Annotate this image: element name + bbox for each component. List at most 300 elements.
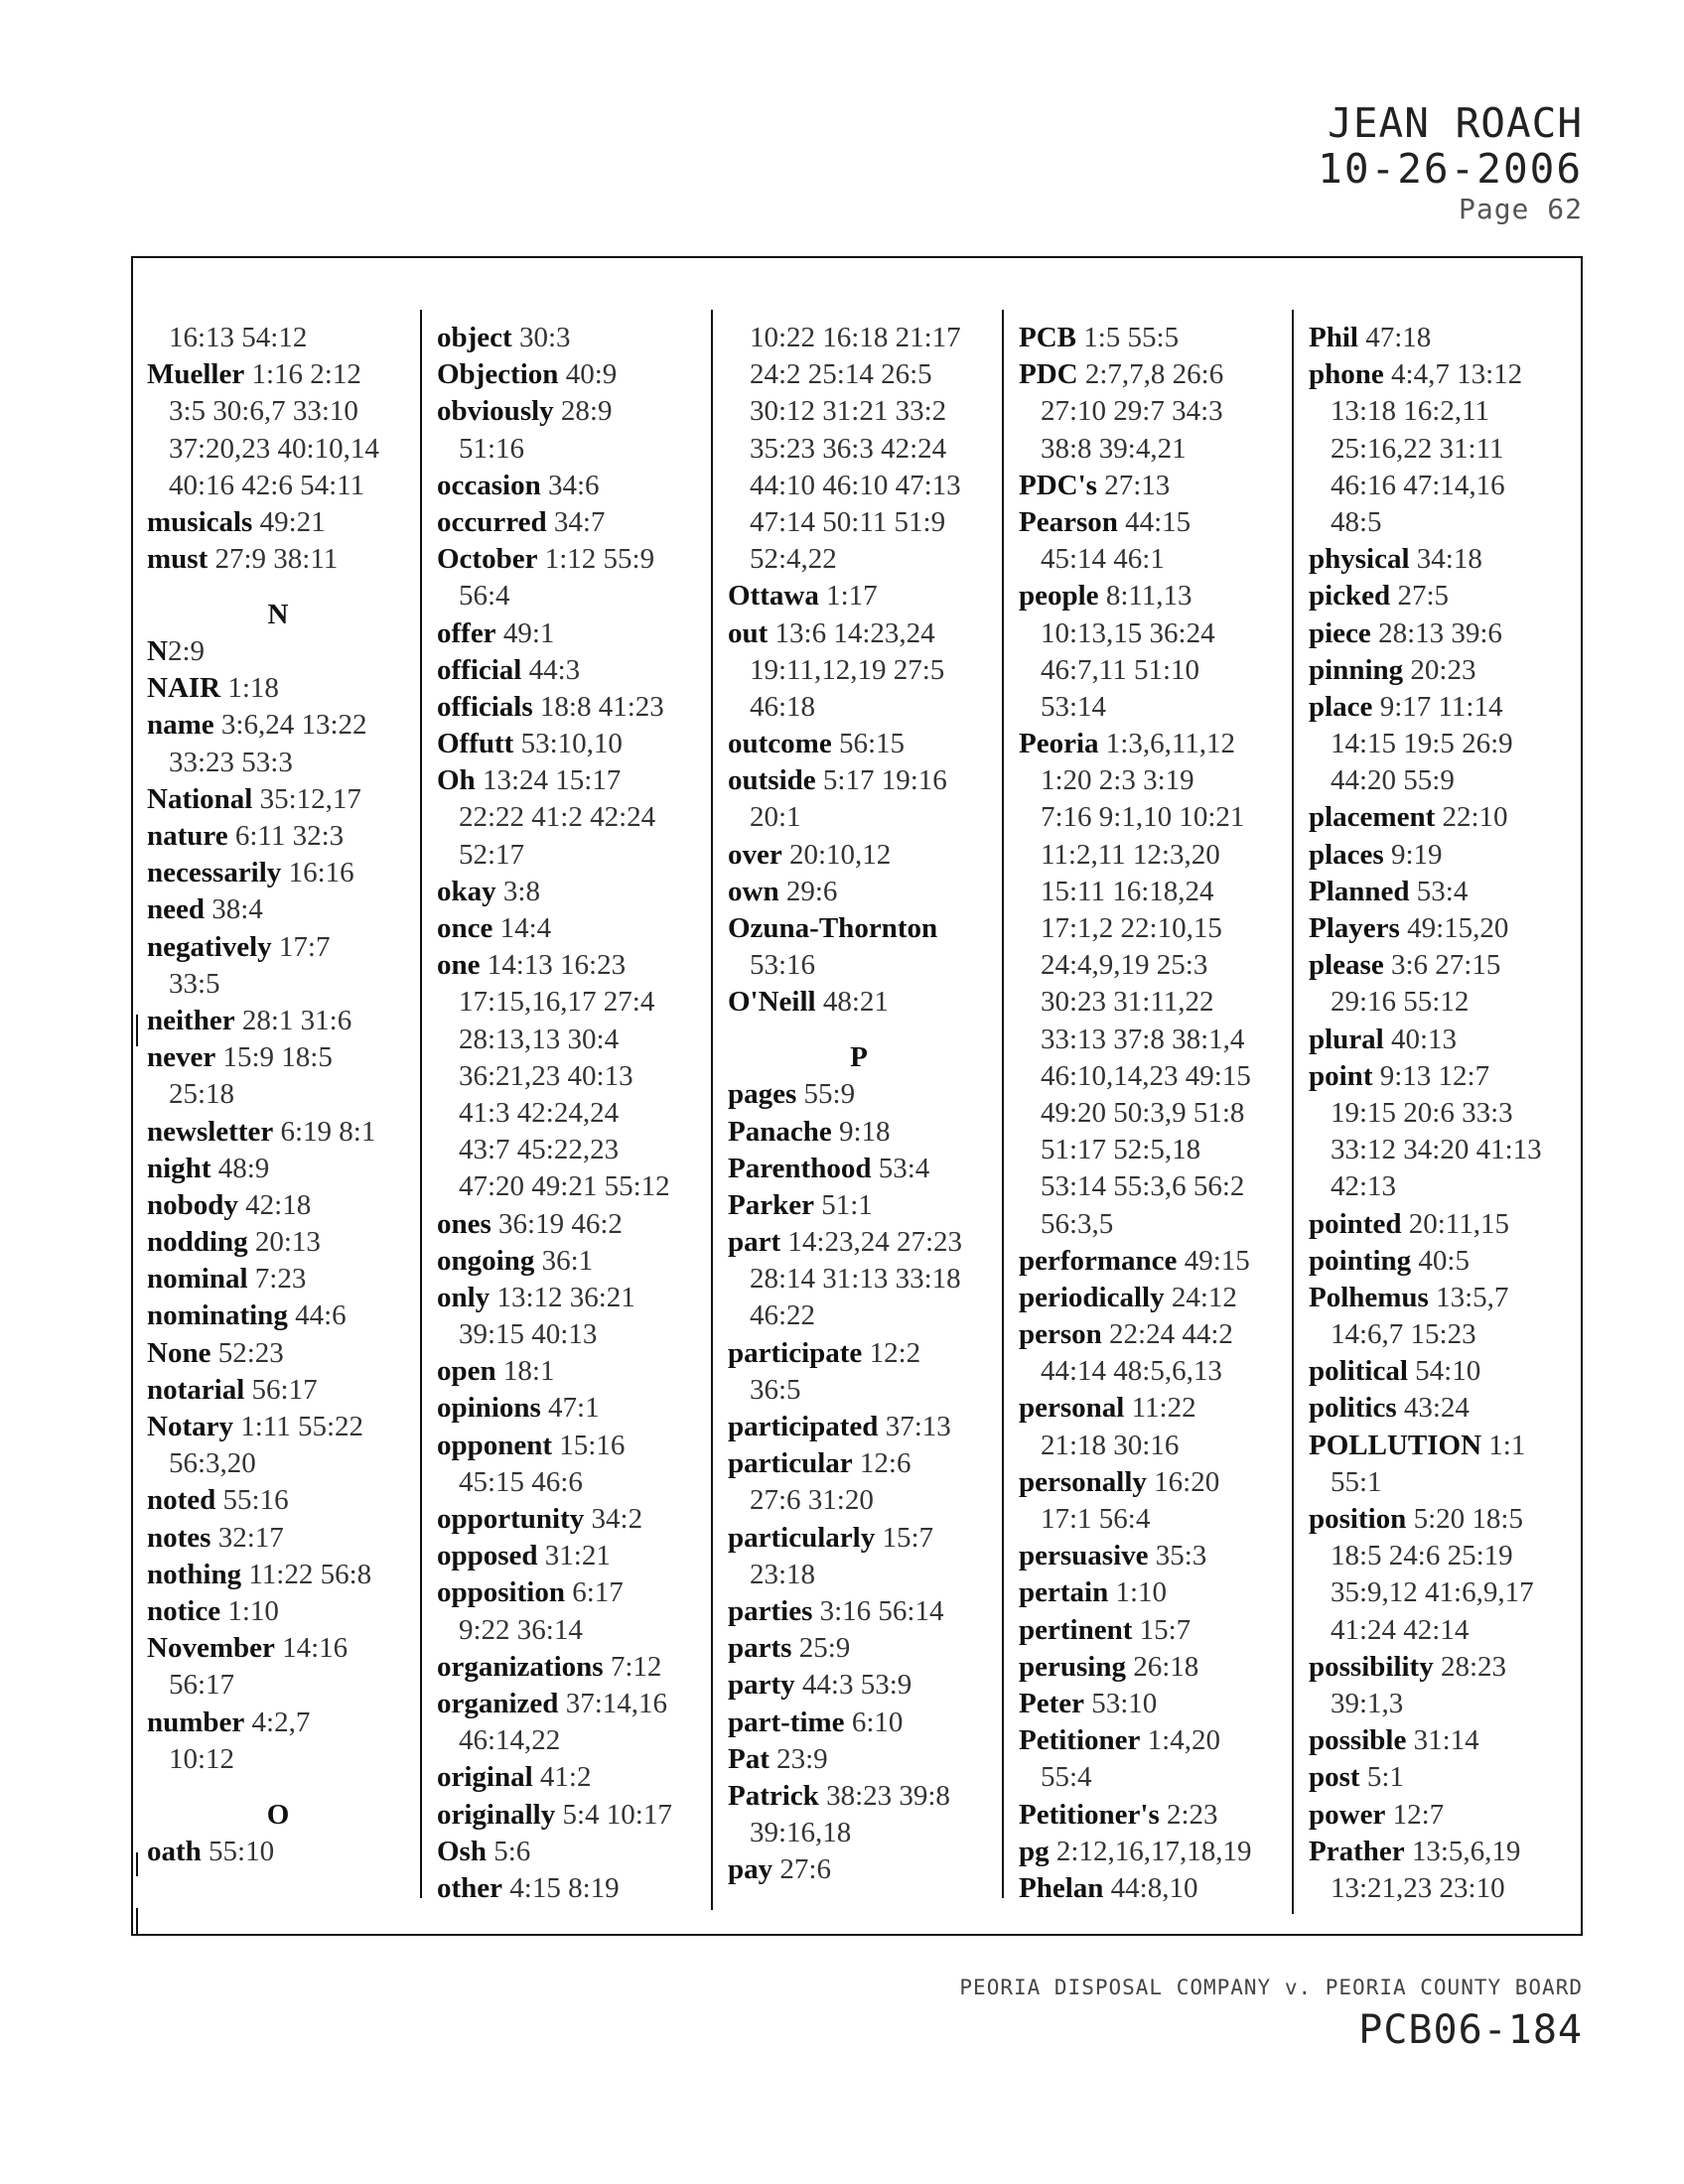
index-term: Players — [1309, 912, 1400, 944]
page-line-refs: 27:6 — [779, 1853, 831, 1886]
index-continuation — [1019, 1428, 1251, 1464]
page-line-refs: 14:15 19:5 26:9 — [1331, 728, 1513, 760]
page-line-refs: 44:8,10 — [1110, 1871, 1198, 1904]
index-entry — [1019, 1686, 1251, 1722]
page-line-refs: 16:13 54:12 — [169, 322, 308, 353]
page-line-refs: 25:9 — [798, 1632, 851, 1665]
page-line-refs: 20:11,15 — [1408, 1207, 1509, 1240]
index-term: picked — [1309, 580, 1391, 613]
index-entry — [1309, 1649, 1542, 1686]
index-entry — [437, 1686, 672, 1722]
index-continuation — [1019, 1501, 1251, 1538]
index-entry — [437, 1797, 672, 1834]
page-line-refs: 1:10 — [1115, 1576, 1168, 1609]
index-entry — [147, 891, 409, 928]
page-line-refs: 17:1 56:4 — [1041, 1503, 1151, 1535]
index-continuation — [437, 1168, 672, 1205]
index-term: nominal — [147, 1263, 248, 1296]
index-entry — [1019, 1649, 1251, 1686]
index-term: ones — [437, 1207, 491, 1240]
index-term: Polhemus — [1309, 1281, 1429, 1313]
index-entry — [728, 1335, 990, 1372]
page-line-refs: 35:23 36:3 42:24 — [750, 432, 947, 465]
index-entry — [437, 1759, 672, 1796]
page-line-refs: 12:7 — [1392, 1798, 1445, 1831]
index-term: ongoing — [437, 1244, 535, 1277]
index-entry — [1309, 652, 1542, 689]
index-entry — [1309, 578, 1542, 614]
index-entry — [1309, 947, 1542, 984]
page-line-refs: 2:23 — [1166, 1798, 1218, 1831]
page-line-refs: 52:4,22 — [750, 543, 837, 576]
page-line-refs: 3:16 56:14 — [819, 1594, 944, 1627]
index-entry — [437, 1206, 672, 1243]
page-line-refs: 15:16 — [559, 1429, 626, 1461]
index-term: out — [728, 616, 769, 649]
index-entry — [1019, 1834, 1251, 1870]
page-line-refs: 16:16 — [288, 857, 354, 889]
index-term: Offutt — [437, 728, 514, 760]
page-line-refs: 20:1 — [750, 801, 801, 834]
page-line-refs: 54:10 — [1415, 1355, 1481, 1388]
page-line-refs: 28:1 31:6 — [241, 1004, 352, 1036]
index-continuation — [1019, 652, 1251, 689]
index-term: personally — [1019, 1465, 1147, 1498]
index-entry — [728, 1224, 990, 1261]
index-entry — [147, 1630, 409, 1667]
page-line-refs: 47:1 — [548, 1392, 600, 1425]
page-line-refs: 25:18 — [169, 1078, 235, 1111]
page-line-refs: 4:2,7 — [251, 1706, 311, 1738]
page-line-refs: 56:17 — [251, 1373, 318, 1406]
page-line-refs: 18:1 — [502, 1355, 555, 1388]
index-continuation — [1019, 393, 1251, 430]
index-continuation — [1019, 874, 1251, 910]
page-line-refs: 23:18 — [750, 1558, 816, 1590]
page-line-refs: 14:6,7 15:23 — [1331, 1318, 1476, 1351]
page-line-refs: 40:16 42:6 54:11 — [169, 469, 365, 501]
index-continuation — [1019, 431, 1251, 468]
index-entry — [1019, 1316, 1251, 1353]
index-term: None — [147, 1336, 211, 1369]
page-line-refs: 24:4,9,19 25:3 — [1041, 949, 1208, 982]
page-line-refs: 51:16 — [459, 432, 525, 465]
index-term: November — [147, 1632, 275, 1665]
index-term: opposition — [437, 1576, 565, 1609]
index-continuation — [1309, 1574, 1542, 1611]
page-line-refs: 13:18 16:2,11 — [1331, 395, 1490, 428]
index-entry — [728, 1593, 990, 1630]
page-line-refs: 25:16,22 31:11 — [1331, 432, 1504, 465]
index-entry — [437, 1390, 672, 1427]
index-entry — [147, 1151, 409, 1187]
index-entry — [1019, 1574, 1251, 1611]
page-line-refs: 47:14 50:11 51:9 — [750, 505, 946, 538]
index-term: notes — [147, 1521, 211, 1554]
page-line-refs: 43:7 45:22,23 — [459, 1134, 620, 1166]
witness-name: JEAN ROACH — [1328, 99, 1583, 147]
index-entry — [147, 781, 409, 818]
index-term: October — [437, 543, 538, 576]
case-caption: PEORIA DISPOSAL COMPANY v. PEORIA COUNTY BOARD — [959, 1976, 1583, 1999]
page-line-refs: 28:23 — [1440, 1650, 1507, 1683]
index-entry — [1309, 1280, 1542, 1316]
page-line-refs: 9:13 12:7 — [1379, 1059, 1490, 1092]
page-line-refs: 36:5 — [750, 1373, 801, 1406]
index-term: nominating — [147, 1299, 288, 1332]
index-entry — [1309, 1501, 1542, 1538]
index-entry — [1019, 578, 1251, 614]
section-gap — [147, 578, 409, 597]
index-term: must — [147, 543, 209, 576]
margin-tick — [136, 1015, 138, 1046]
index-term: Parker — [728, 1188, 814, 1221]
page-line-refs: 53:16 — [750, 949, 816, 982]
index-term: own — [728, 875, 779, 907]
index-entry — [147, 1335, 409, 1372]
page-line-refs: 39:1,3 — [1331, 1687, 1404, 1719]
index-entry — [1019, 356, 1251, 393]
page-line-refs: 33:13 37:8 38:1,4 — [1041, 1023, 1245, 1055]
index-term: Ottawa — [728, 580, 819, 613]
page-line-refs: 35:3 — [1155, 1540, 1207, 1572]
page-line-refs: 45:15 46:6 — [459, 1465, 583, 1498]
page-line-refs: 15:11 16:18,24 — [1041, 875, 1214, 907]
page-line-refs: 51:17 52:5,18 — [1041, 1134, 1201, 1166]
index-term: participated — [728, 1411, 879, 1443]
page-line-refs: 27:10 29:7 34:3 — [1041, 395, 1223, 428]
index-term: opponent — [437, 1429, 553, 1461]
page-line-refs: 28:13 39:6 — [1378, 616, 1502, 649]
index-term: people — [1019, 580, 1099, 613]
index-continuation — [728, 320, 990, 356]
index-term: possibility — [1309, 1650, 1434, 1683]
index-continuation — [147, 431, 409, 468]
page-line-refs: 3:6,24 13:22 — [220, 709, 367, 742]
page-line-refs: 13:24 15:17 — [482, 764, 622, 797]
index-term: outcome — [728, 728, 832, 760]
page-line-refs: 34:6 — [547, 469, 600, 501]
index-continuation — [1019, 984, 1251, 1021]
index-continuation — [1019, 689, 1251, 726]
margin-tick — [136, 1852, 138, 1876]
page-line-refs: 41:24 42:14 — [1331, 1613, 1470, 1646]
index-term: Notary — [147, 1411, 233, 1443]
page-line-refs: 26:18 — [1133, 1650, 1199, 1683]
index-continuation — [1309, 726, 1542, 762]
index-entry — [1309, 541, 1542, 578]
index-continuation — [1019, 947, 1251, 984]
index-entry — [147, 1114, 409, 1151]
index-entry — [437, 947, 672, 984]
page-line-refs: 17:15,16,17 27:4 — [459, 986, 655, 1019]
index-term: persuasive — [1019, 1540, 1149, 1572]
index-term: over — [728, 838, 782, 871]
index-term: personal — [1019, 1392, 1125, 1425]
case-number: PCB06-184 — [1358, 2007, 1583, 2053]
page-line-refs: 7:23 — [254, 1263, 307, 1296]
page-line-refs: 21:18 30:16 — [1041, 1429, 1180, 1461]
index-term: organizations — [437, 1650, 604, 1683]
index-term: person — [1019, 1318, 1102, 1351]
page-line-refs: 15:7 — [1139, 1613, 1192, 1646]
index-entry — [147, 541, 409, 578]
index-term: POLLUTION — [1309, 1429, 1482, 1461]
page-line-refs: 1:1 — [1488, 1429, 1526, 1461]
index-term: Peoria — [1019, 728, 1099, 760]
index-entry — [437, 504, 672, 541]
page-line-refs: 37:13 — [885, 1411, 951, 1443]
index-continuation — [1309, 1316, 1542, 1353]
page-line-refs: 12:6 — [859, 1447, 912, 1480]
index-continuation — [728, 356, 990, 393]
page-line-refs: 30:3 — [518, 322, 571, 353]
index-entry — [147, 1003, 409, 1039]
index-term: post — [1309, 1761, 1360, 1794]
page-line-refs: 49:15,20 — [1407, 912, 1509, 944]
section-letter: N — [267, 598, 289, 630]
page-line-refs: 10:22 16:18 21:17 — [750, 322, 961, 353]
index-term: part-time — [728, 1706, 845, 1738]
index-continuation — [1019, 1095, 1251, 1132]
index-continuation — [728, 1372, 990, 1409]
index-term: pg — [1019, 1835, 1050, 1867]
page-line-refs: 30:23 31:11,22 — [1041, 986, 1214, 1019]
index-entry — [728, 1520, 990, 1557]
index-term: party — [728, 1669, 795, 1702]
page-line-refs: 1:10 — [227, 1594, 279, 1627]
page-line-refs: 28:9 — [560, 395, 613, 428]
page-line-refs: 29:16 55:12 — [1331, 986, 1470, 1019]
page-line-refs: 1:16 2:12 — [251, 358, 361, 391]
index-entry — [147, 1593, 409, 1630]
index-continuation — [728, 1297, 990, 1334]
index-entry — [147, 633, 409, 670]
index-entry — [437, 1501, 672, 1538]
page-line-refs: 28:14 31:13 33:18 — [750, 1263, 961, 1296]
page-line-refs: 11:2,11 12:3,20 — [1041, 838, 1220, 871]
section-gap — [147, 1778, 409, 1797]
index-continuation — [1309, 1464, 1542, 1501]
index-entry — [1309, 1058, 1542, 1095]
page-line-refs: 20:13 — [254, 1226, 321, 1259]
page-line-refs: 17:7 — [278, 930, 331, 963]
index-entry — [437, 1243, 672, 1280]
index-entry — [1309, 1834, 1542, 1870]
page-line-refs: 33:5 — [169, 967, 220, 1000]
index-term: pointed — [1309, 1207, 1402, 1240]
page-line-refs: 18:8 41:23 — [539, 690, 664, 723]
index-entry — [728, 726, 990, 762]
index-term: part — [728, 1226, 781, 1259]
index-continuation — [1019, 615, 1251, 652]
page-line-refs: 44:15 — [1125, 505, 1192, 538]
index-entry — [1019, 1243, 1251, 1280]
page-line-refs: 46:7,11 51:10 — [1041, 653, 1200, 686]
column-divider — [420, 310, 422, 1898]
index-entry — [728, 762, 990, 799]
index-entry — [437, 1538, 672, 1574]
index-entry — [1019, 1612, 1251, 1649]
page-line-refs: 22:22 41:2 42:24 — [459, 801, 656, 834]
index-entry — [437, 320, 672, 356]
index-term: Phil — [1309, 322, 1358, 353]
index-entry — [1019, 1722, 1251, 1759]
index-entry — [147, 1834, 409, 1870]
page-line-refs: 53:14 55:3,6 56:2 — [1041, 1170, 1245, 1203]
page-line-refs: 20:10,12 — [789, 838, 892, 871]
page-line-refs: 53:10,10 — [520, 728, 623, 760]
page-line-refs: 5:20 18:5 — [1413, 1503, 1523, 1535]
index-entry — [1019, 726, 1251, 762]
page-line-refs: 44:3 — [528, 653, 581, 686]
index-continuation — [1019, 1206, 1251, 1243]
page-line-refs: 36:21,23 40:13 — [459, 1059, 633, 1092]
index-continuation — [1019, 762, 1251, 799]
page-line-refs: 13:5,7 — [1436, 1281, 1509, 1313]
index-continuation — [147, 393, 409, 430]
index-continuation — [1309, 1095, 1542, 1132]
index-term: Petitioner's — [1019, 1798, 1160, 1831]
page-line-refs: 5:4 10:17 — [562, 1798, 672, 1831]
index-continuation — [728, 652, 990, 689]
page-line-refs: 3:5 30:6,7 33:10 — [169, 395, 358, 428]
index-continuation — [147, 320, 409, 356]
index-entry — [437, 689, 672, 726]
index-term: performance — [1019, 1244, 1178, 1277]
index-continuation — [728, 1482, 990, 1519]
page-line-refs: 15:7 — [882, 1521, 934, 1554]
page-line-refs: 48:9 — [217, 1152, 270, 1184]
page-line-refs: 12:2 — [869, 1336, 921, 1369]
index-term: newsletter — [147, 1115, 274, 1148]
page-line-refs: 24:12 — [1171, 1281, 1237, 1313]
index-continuation — [147, 468, 409, 504]
index-entry — [728, 1741, 990, 1778]
column-divider — [711, 310, 713, 1910]
index-continuation — [1309, 1168, 1542, 1205]
index-continuation — [1019, 541, 1251, 578]
index-continuation — [728, 468, 990, 504]
index-entry — [1309, 689, 1542, 726]
index-term: Patrick — [728, 1779, 819, 1812]
index-continuation — [1309, 431, 1542, 468]
index-term: Phelan — [1019, 1871, 1104, 1904]
index-term: opportunity — [437, 1503, 585, 1535]
index-entry — [437, 1870, 672, 1907]
page-number: Page 62 — [1458, 193, 1583, 225]
page-line-refs: 11:22 56:8 — [248, 1558, 372, 1590]
index-term: nothing — [147, 1558, 242, 1590]
page-line-refs: 53:14 — [1041, 690, 1107, 723]
index-entry — [147, 707, 409, 744]
page-line-refs: 56:4 — [459, 580, 510, 613]
index-entry — [437, 1649, 672, 1686]
index-continuation — [437, 1022, 672, 1058]
page-line-refs: 52:17 — [459, 838, 525, 871]
index-term: open — [437, 1355, 496, 1388]
index-entry — [728, 1187, 990, 1224]
page-line-refs: 42:13 — [1331, 1170, 1397, 1203]
index-entry — [728, 1705, 990, 1741]
index-continuation — [1019, 1022, 1251, 1058]
index-continuation — [147, 745, 409, 781]
index-entry — [437, 726, 672, 762]
index-term: originally — [437, 1798, 556, 1831]
index-column-2 — [437, 320, 672, 1907]
page-line-refs: 46:14,22 — [459, 1724, 561, 1757]
page-line-refs: 35:9,12 41:6,9,17 — [1331, 1576, 1534, 1609]
index-entry — [728, 984, 990, 1021]
index-term: need — [147, 893, 205, 926]
index-term: pages — [728, 1078, 797, 1111]
page-line-refs: 34:2 — [591, 1503, 643, 1535]
page-line-refs: 13:12 36:21 — [496, 1281, 635, 1313]
index-entry — [147, 855, 409, 891]
index-entry — [728, 1409, 990, 1445]
index-continuation — [1019, 910, 1251, 947]
index-entry — [1019, 468, 1251, 504]
page-line-refs: 46:18 — [750, 690, 816, 723]
page-line-refs: 14:4 — [499, 912, 552, 944]
index-term: Petitioner — [1019, 1724, 1141, 1757]
index-continuation — [437, 431, 672, 468]
page-line-refs: 40:5 — [1418, 1244, 1470, 1277]
index-entry — [1309, 1428, 1542, 1464]
index-entry — [147, 818, 409, 855]
page-line-refs: 53:4 — [1416, 875, 1469, 907]
index-continuation — [1019, 1132, 1251, 1168]
index-entry — [728, 615, 990, 652]
index-continuation — [1019, 799, 1251, 836]
page-line-refs: 22:24 44:2 — [1109, 1318, 1233, 1351]
page-line-refs: 46:16 47:14,16 — [1331, 469, 1505, 501]
index-entry — [1309, 799, 1542, 836]
page-line-refs: 4:15 8:19 — [509, 1871, 620, 1904]
page-line-refs: 27:5 — [1397, 580, 1449, 613]
index-entry — [437, 1574, 672, 1611]
margin-tick — [136, 1908, 138, 1934]
index-term: outside — [728, 764, 816, 797]
index-column-3 — [728, 320, 990, 1888]
index-entry — [147, 1705, 409, 1741]
index-continuation — [1309, 468, 1542, 504]
index-term: number — [147, 1706, 245, 1738]
page-line-refs: 10:13,15 36:24 — [1041, 616, 1215, 649]
index-entry — [1309, 1022, 1542, 1058]
index-term: parties — [728, 1594, 813, 1627]
index-continuation — [728, 1815, 990, 1851]
index-continuation — [1019, 1058, 1251, 1095]
index-continuation — [437, 1095, 672, 1132]
index-term: parts — [728, 1632, 792, 1665]
page-line-refs: 47:18 — [1365, 322, 1432, 353]
page-line-refs: 5:6 — [493, 1835, 531, 1867]
page-line-refs: 20:23 — [1410, 653, 1476, 686]
page-line-refs: 2:12,16,17,18,19 — [1055, 1835, 1252, 1867]
index-term: Objection — [437, 358, 559, 391]
page-line-refs: 31:14 — [1413, 1724, 1479, 1757]
page-line-refs: 44:3 53:9 — [801, 1669, 912, 1702]
index-entry — [728, 1667, 990, 1704]
index-entry — [147, 1372, 409, 1409]
index-term: National — [147, 782, 253, 815]
page-line-refs: 23:9 — [776, 1742, 828, 1775]
index-entry — [1019, 1464, 1251, 1501]
index-term: place — [1309, 690, 1373, 723]
page-line-refs: 5:17 19:16 — [822, 764, 947, 797]
index-continuation — [147, 1741, 409, 1778]
